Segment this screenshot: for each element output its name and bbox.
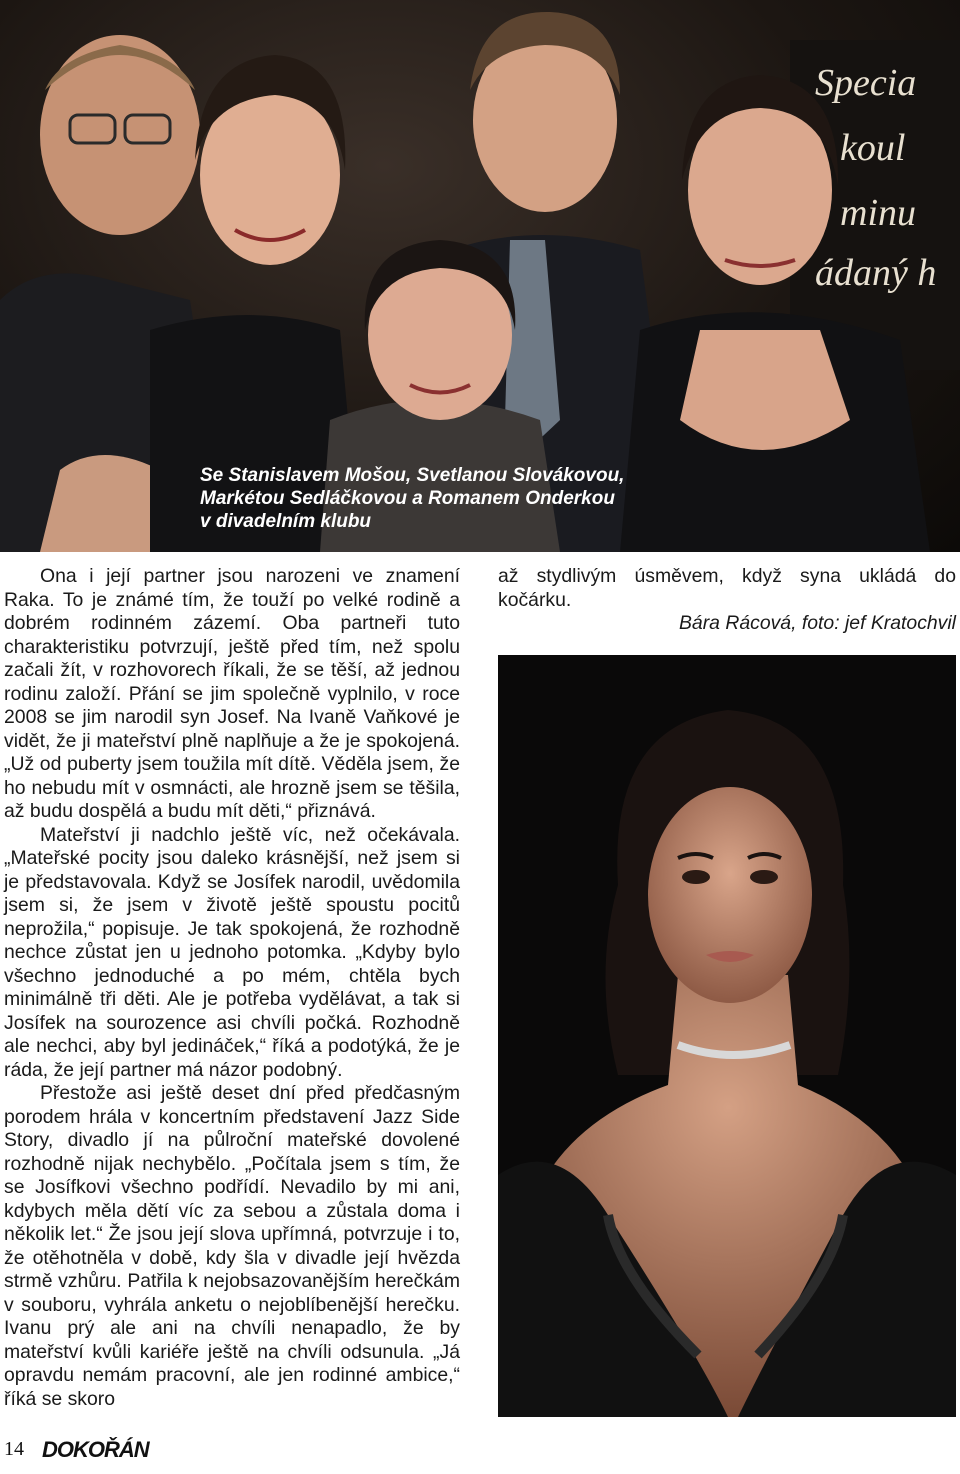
article-paragraph-2: Mateřství ji nadchlo ještě víc, než očekávala. „Mateřské pocity jsou daleko krásnější, než jsem si je představovala. Když se Josífek narodil, uvědomila jsem si, že jsem v životě ještě spoustu pocitů neprožila,“ popisuje. Je tak spokojená, že rozhodně nechce zůstat jen u jednoho potomka. „Kdyby bylo všechno jednoduché a po mém, chtěla bych minimálně tři děti. Ale je potřeba vydělávat, a tak si Josífek na sourozence asi chvíli počká. Rozhodně ale nechci, aby byl jedináček,“ říká a podotýká, že je ráda, že její partner má názor podobný. — [4, 823, 460, 1081]
article-left-column — [4, 565, 460, 1411]
caption-line-1: Se Stanislavem Mošou, Svetlanou Slovákovou, — [200, 465, 625, 486]
sign-line-4: ádaný h — [815, 252, 937, 294]
portrait-illustration — [498, 655, 956, 1417]
group-photo — [0, 0, 960, 552]
sign-line-2: koul — [840, 127, 906, 169]
page-number: 14 — [4, 1438, 24, 1460]
page-footer — [4, 1432, 304, 1468]
author-credit: Bára Rácová, foto: jef Kratochvil — [679, 612, 956, 634]
article-paragraph-1: Ona i její partner jsou narozeni ve znamení Raka. To je známé tím, že touží po velké rodině a dobrém rodinném zázemí. Oba partneři tuto charakteristiku potvrzují, ještě před tím, než spolu začali žít, v rozhovorech říkali, že se těší, až jednou rodinu založí. Přání se jim společně vyplnilo, v roce 2008 se jim narodil syn Josef. Na Ivaně Vaňkové je vidět, že ji mateřství plně naplňuje a že je spokojená. „Už od puberty jsem toužila mít dítě. Věděla jsem, že ho nebudu mít v osmnácti, ale hrozně jsem se těšila, až budu dospělá a budu mít děti,“ přiznává. — [4, 565, 460, 822]
photo-caption — [200, 464, 760, 533]
sign-line-1: Specia — [815, 62, 917, 104]
article-paragraph-end: až stydlivým úsměvem, když syna ukládá do kočárku. — [498, 565, 956, 611]
magazine-logo — [34, 1432, 149, 1468]
article-paragraph-3: Přestože asi ještě deset dní před předčasným porodem hrála v koncertním představení Jazz Side Story, divadlo jí na půlroční mateřské dovolené rozhodně nijak nechybělo. „Počítala jsem s tím, že se Josífkovi všechno podřídí. Nevadilo by mi ani, kdybych měla dětí víc za sebou a zůstala doma i několik let.“ Že jsou její slova upřímná, potvrzuje i to, že otěhotněla v době, kdy šla v divadle její hvězda strmě vzhůru. Patřila k nejobsazovanějším herečkám v souboru, vyhrála anketu o nejoblíbenější herečku. Ivanu prý ale ani na chvíli nenapadlo, že by mateřství kvůli kariéře ještě na chvíli odsunula. „Já opravdu nemám pracovní, ale jen rodinné ambice,“ říká se skoro — [4, 1082, 460, 1410]
caption-line-2: Markétou Sedláčkovou a Romanem Onderkou — [200, 488, 615, 509]
sign-line-3: minu — [840, 192, 916, 234]
article-right-column — [498, 565, 956, 655]
logo-text: DOKOŘÁN — [42, 1437, 149, 1462]
portrait-photo — [498, 655, 956, 1417]
caption-line-3: v divadelním klubu — [200, 511, 372, 532]
